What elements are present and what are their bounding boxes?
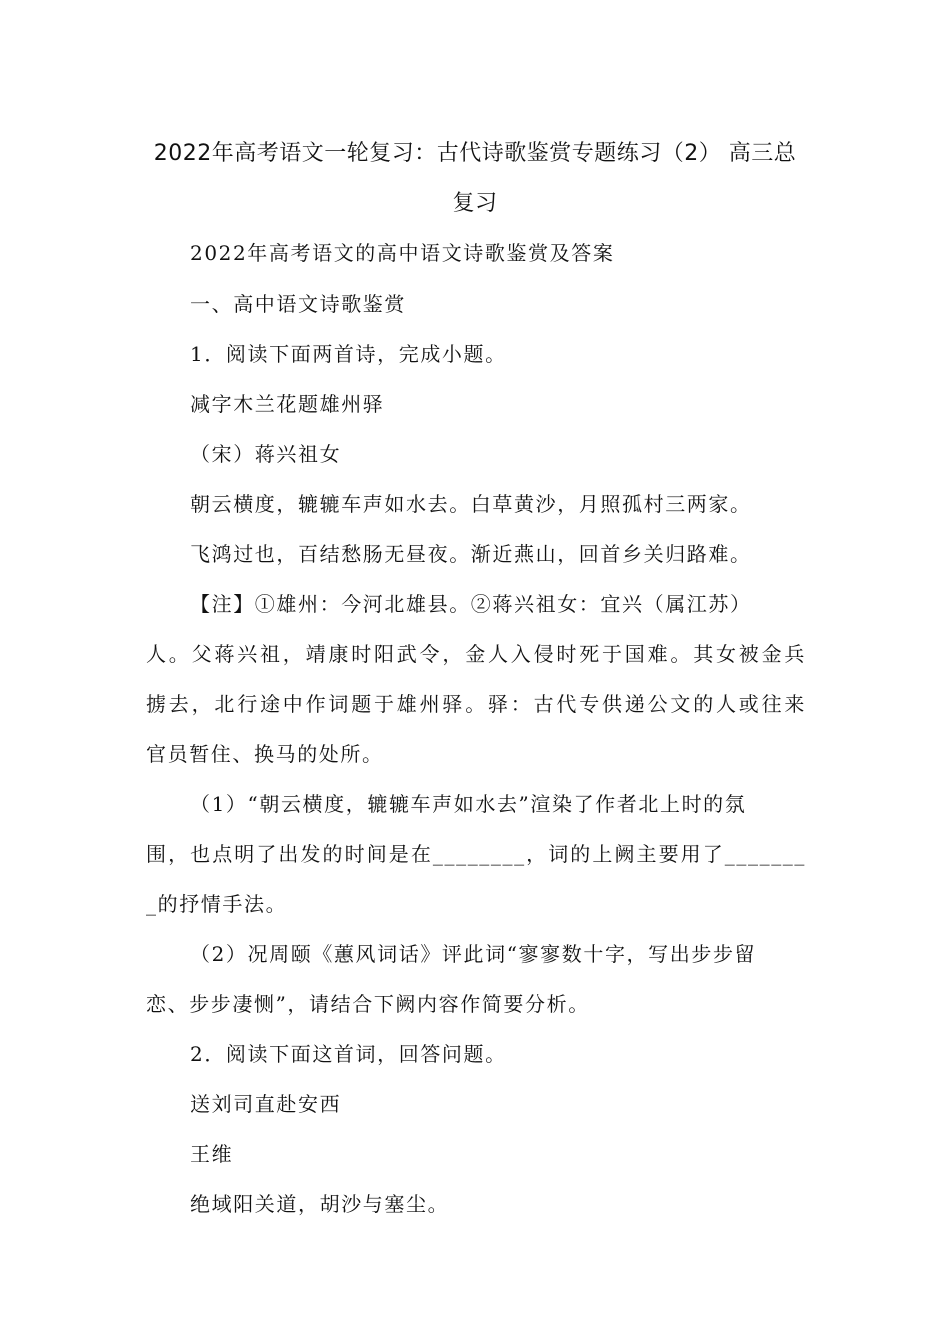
document-title-line-2: 复习 [452,191,498,216]
note-paragraph-line: 官员暂住、换马的处所。 [146,742,384,766]
poem-2-title: 送刘司直赴安西 [190,1092,342,1116]
sub-question-1-line: （1）“朝云横度，辘辘车声如水去”渲染了作者北上时的氛 [190,792,747,816]
poem-1-line-1: 朝云横度，辘辘车声如水去。白草黄沙，月照孤村三两家。 [190,492,752,516]
note-paragraph-line: 【注】①雄州：今河北雄县。②蒋兴祖女：宜兴（属江苏） [190,592,752,616]
sub-question-1-line: _的抒情手法。 [146,892,288,916]
sub-question-2-line: （2）况周颐《蕙风词话》评此词“寥寥数十字，写出步步留 [190,942,757,966]
question-1-prompt: 1．阅读下面两首诗，完成小题。 [190,342,507,366]
poem-1-line-2: 飞鸿过也，百结愁肠无昼夜。渐近燕山，回首乡关归路难。 [190,542,752,566]
question-2-prompt: 2．阅读下面这首词，回答问题。 [190,1042,507,1066]
poem-1-author: （宋）蒋兴祖女 [190,442,342,466]
document-title-line-1: 2022年高考语文一轮复习：古代诗歌鉴赏专题练习（2） 高三总 [153,141,797,166]
sub-question-2-line: 恋、步步凄恻”，请结合下阙内容作简要分析。 [146,992,590,1016]
poem-2-line-1: 绝域阳关道，胡沙与塞尘。 [190,1192,450,1216]
sub-question-1-line: 围，也点明了出发的时间是在________，词的上阙主要用了_______ [146,842,806,866]
section-heading: 一、高中语文诗歌鉴赏 [190,292,406,316]
subtitle: 2022年高考语文的高中语文诗歌鉴赏及答案 [190,241,615,265]
note-paragraph-line: 人。父蒋兴祖，靖康时阳武令，金人入侵时死于国难。其女被金兵 [146,642,806,666]
poem-1-title: 减字木兰花题雄州驿 [190,392,385,416]
poem-2-author: 王维 [190,1142,234,1166]
note-paragraph-line: 掳去，北行途中作词题于雄州驿。驿：古代专供递公文的人或往来 [146,692,806,716]
